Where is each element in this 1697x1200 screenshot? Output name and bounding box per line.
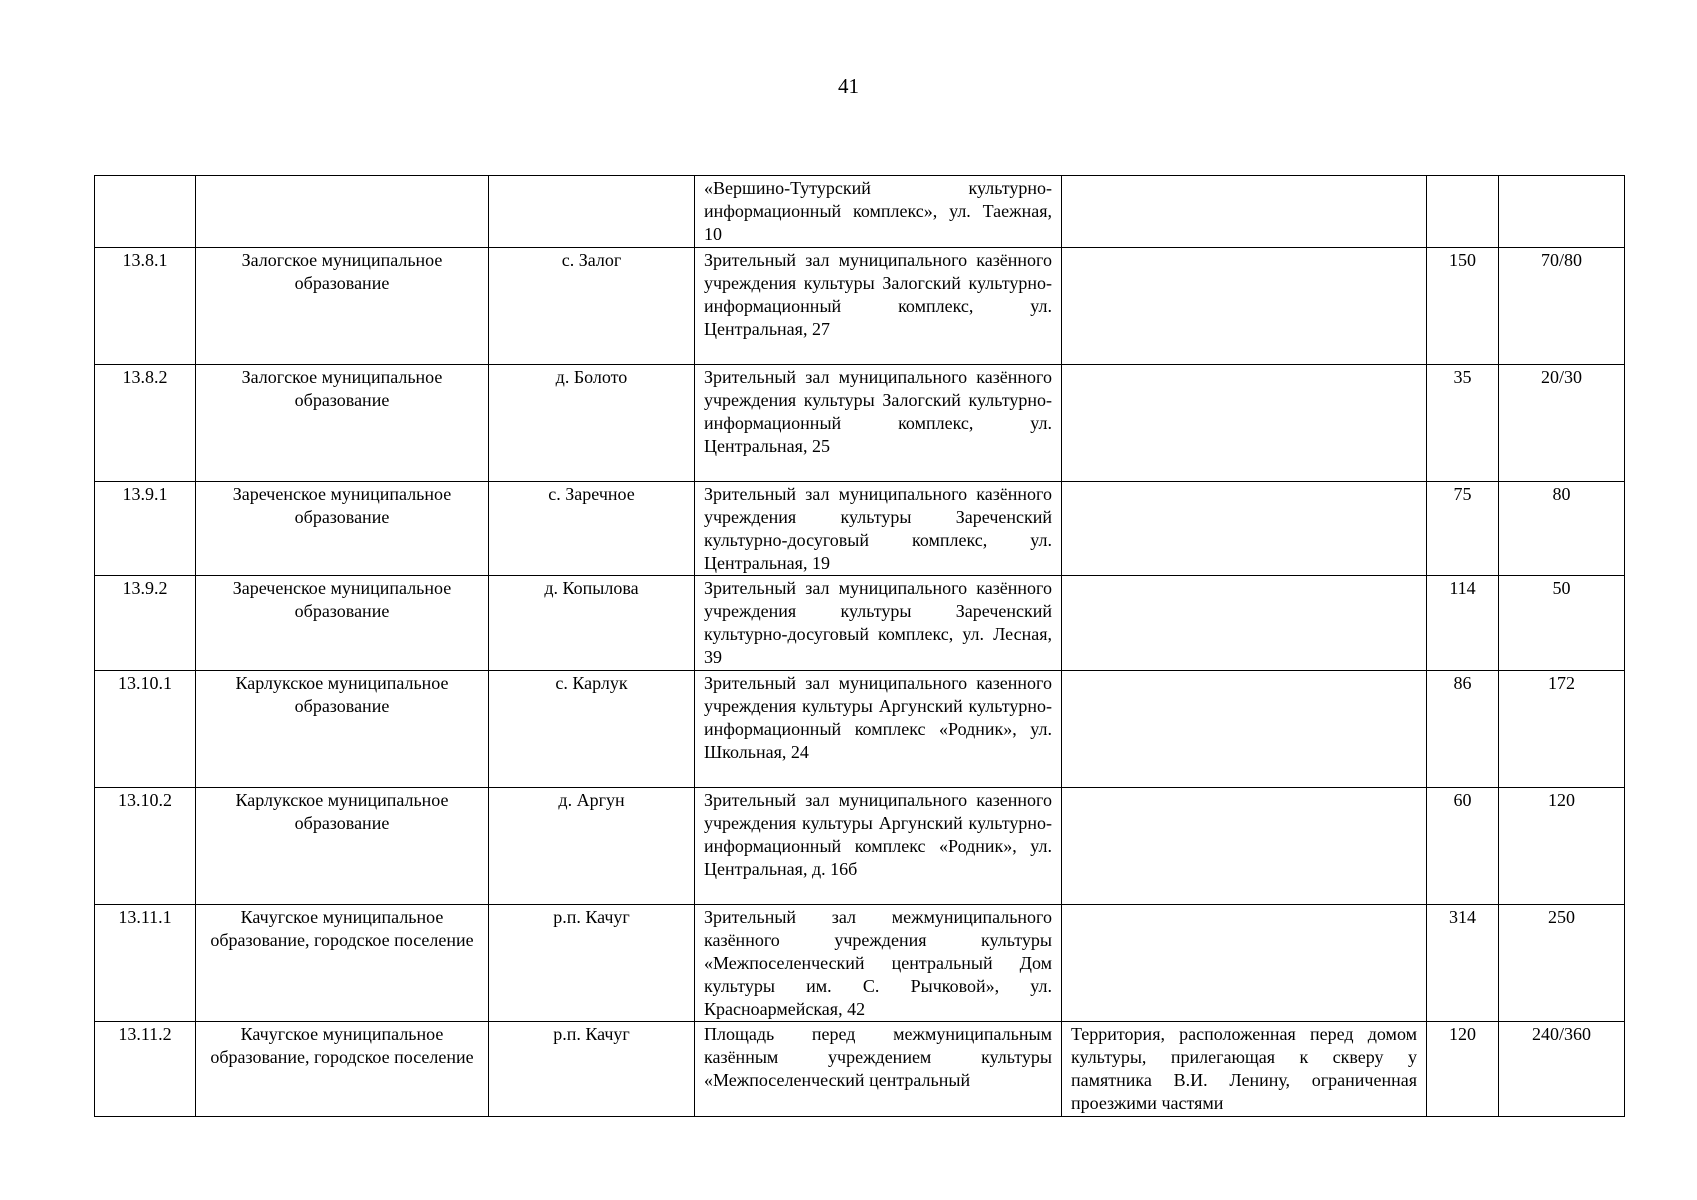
venue-cell: Зрительный зал муниципального казённого учреждения культуры Зареченский культурно-досуговый комплекс, ул. Лесная, 39 <box>695 576 1062 671</box>
municipality-cell: Карлукское муниципальное образование <box>196 671 489 788</box>
table-row <box>95 576 1625 671</box>
territory-cell <box>1062 482 1427 576</box>
locality-cell: с. Заречное <box>489 482 695 576</box>
municipality-cell: Зареченское муниципальное образование <box>196 482 489 576</box>
ratio-cell: 70/80 <box>1499 248 1625 365</box>
page-number: 41 <box>838 74 859 98</box>
locality-cell: д. Копылова <box>489 576 695 671</box>
territory-cell <box>1062 365 1427 482</box>
venue-cell: Зрительный зал муниципального казённого учреждения культуры Зареченский культурно-досуговый комплекс, ул. Центральная, 19 <box>695 482 1062 576</box>
table-row <box>95 482 1625 576</box>
row-number <box>95 176 196 248</box>
locality-cell: д. Болото <box>489 365 695 482</box>
venue-cell: Зрительный зал муниципального казенного учреждения культуры Аргунский культурно-информационный комплекс «Родник», ул. Центральная, д. 16б <box>695 788 1062 905</box>
venue-cell: Зрительный зал межмуниципального казённого учреждения культуры «Межпоселенческий центральный Дом культуры им. С. Рычковой», ул. Красноармейская, 42 <box>695 905 1062 1022</box>
venue-cell: Зрительный зал муниципального казенного учреждения культуры Аргунский культурно-информационный комплекс «Родник», ул. Школьная, 24 <box>695 671 1062 788</box>
capacity-cell: 114 <box>1427 576 1499 671</box>
municipality-cell: Качугское муниципальное образование, городское поселение <box>196 905 489 1022</box>
territory-cell <box>1062 176 1427 248</box>
ratio-cell: 120 <box>1499 788 1625 905</box>
territory-cell: Территория, расположенная перед домом культуры, прилегающая к скверу у памятника В.И. Ленину, ограниченная проезжими частями <box>1062 1022 1427 1117</box>
locality-cell: д. Аргун <box>489 788 695 905</box>
capacity-cell: 60 <box>1427 788 1499 905</box>
capacity-cell: 86 <box>1427 671 1499 788</box>
municipality-cell <box>196 176 489 248</box>
ratio-cell: 80 <box>1499 482 1625 576</box>
locality-cell: р.п. Качуг <box>489 905 695 1022</box>
table-row <box>95 365 1625 482</box>
table-row <box>95 788 1625 905</box>
venue-cell: Площадь перед межмуниципальным казённым учреждением культуры «Межпоселенческий центральный <box>695 1022 1062 1117</box>
locality-cell <box>489 176 695 248</box>
municipality-cell: Залогское муниципальное образование <box>196 248 489 365</box>
territory-cell <box>1062 576 1427 671</box>
ratio-cell: 50 <box>1499 576 1625 671</box>
capacity-cell: 150 <box>1427 248 1499 365</box>
table-row <box>95 176 1625 248</box>
row-number: 13.9.2 <box>95 576 196 671</box>
capacity-cell: 314 <box>1427 905 1499 1022</box>
capacity-cell: 75 <box>1427 482 1499 576</box>
locality-cell: с. Залог <box>489 248 695 365</box>
territory-cell <box>1062 248 1427 365</box>
table-row <box>95 905 1625 1022</box>
capacity-cell: 35 <box>1427 365 1499 482</box>
municipality-cell: Залогское муниципальное образование <box>196 365 489 482</box>
municipality-cell: Карлукское муниципальное образование <box>196 788 489 905</box>
venue-cell: Зрительный зал муниципального казённого учреждения культуры Залогский культурно-информационный комплекс, ул. Центральная, 25 <box>695 365 1062 482</box>
table-row <box>95 671 1625 788</box>
table-row <box>95 248 1625 365</box>
ratio-cell: 172 <box>1499 671 1625 788</box>
row-number: 13.9.1 <box>95 482 196 576</box>
capacity-cell <box>1427 176 1499 248</box>
row-number: 13.8.2 <box>95 365 196 482</box>
municipality-cell: Качугское муниципальное образование, городское поселение <box>196 1022 489 1117</box>
venue-cell: «Вершино-Тутурский культурно-информационный комплекс», ул. Таежная, 10 <box>695 176 1062 248</box>
locality-cell: с. Карлук <box>489 671 695 788</box>
territory-cell <box>1062 788 1427 905</box>
ratio-cell: 20/30 <box>1499 365 1625 482</box>
row-number: 13.8.1 <box>95 248 196 365</box>
ratio-cell: 240/360 <box>1499 1022 1625 1117</box>
venue-cell: Зрительный зал муниципального казённого учреждения культуры Залогский культурно-информационный комплекс, ул. Центральная, 27 <box>695 248 1062 365</box>
locality-cell: р.п. Качуг <box>489 1022 695 1117</box>
capacity-cell: 120 <box>1427 1022 1499 1117</box>
row-number: 13.11.1 <box>95 905 196 1022</box>
table-row <box>95 1022 1625 1117</box>
ratio-cell: 250 <box>1499 905 1625 1022</box>
row-number: 13.10.1 <box>95 671 196 788</box>
territory-cell <box>1062 905 1427 1022</box>
row-number: 13.11.2 <box>95 1022 196 1117</box>
ratio-cell <box>1499 176 1625 248</box>
venues-table <box>94 175 1625 1117</box>
territory-cell <box>1062 671 1427 788</box>
row-number: 13.10.2 <box>95 788 196 905</box>
municipality-cell: Зареченское муниципальное образование <box>196 576 489 671</box>
